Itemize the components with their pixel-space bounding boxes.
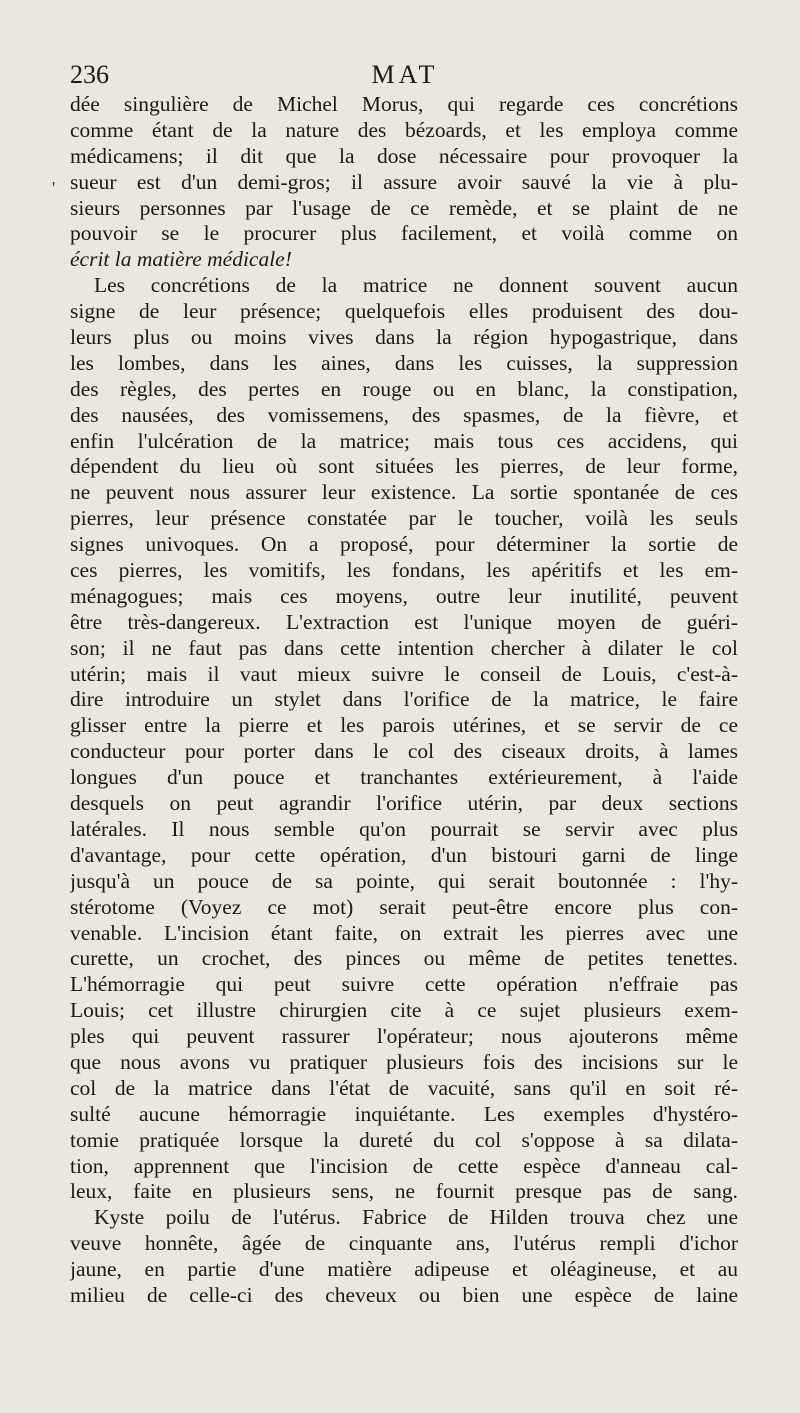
text-line: ne peuvent nous assurer leur existence. La sortie spontanée de ces xyxy=(70,480,738,505)
text-line: pouvoir se le procurer plus facilement, et voilà comme on xyxy=(70,221,738,246)
text-line: que nous avons vu pratiquer plusieurs fois des incisions sur le xyxy=(70,1049,738,1074)
text-line: ménagogues; mais ces moyens, outre leur inutilité, peuvent xyxy=(70,583,738,608)
text-line: leurs plus ou moins vives dans la région hypogastrique, dans xyxy=(70,325,738,350)
text-line: enfin l'ulcération de la matrice; mais tous ces accidens, qui xyxy=(70,428,738,453)
text-line: dée singulière de Michel Morus, qui regarde ces concrétions xyxy=(70,92,738,116)
text-line: longues d'un pouce et tranchantes extérieurement, à l'aide xyxy=(70,765,738,790)
text-line: dépendent du lieu où sont situées les pierres, de leur forme, xyxy=(70,454,738,479)
text-line: jusqu'à un pouce de sa pointe, qui serait boutonnée : l'hy- xyxy=(70,868,738,893)
paragraph-start-line: Les concrétions de la matrice ne donnent souvent aucun xyxy=(94,273,738,298)
text-line: stérotome (Voyez ce mot) serait peut-être encore plus con- xyxy=(70,894,738,919)
text-line: L'hémorragie qui peut suivre cette opération n'effraie pas xyxy=(70,972,738,997)
text-line: tion, apprennent que l'incision de cette espèce d'anneau cal- xyxy=(70,1153,738,1178)
text-line: son; il ne faut pas dans cette intention chercher à dilater le col xyxy=(70,635,738,660)
text-line: pierres, leur présence constatée par le toucher, voilà les seuls xyxy=(70,506,738,531)
text-line: leux, faite en plusieurs sens, ne fournit presque pas de sang. xyxy=(70,1179,738,1204)
text-line: signe de leur présence; quelquefois elles produisent des dou- xyxy=(70,299,738,324)
text-line: col de la matrice dans l'état de vacuité, sans qu'il en soit ré- xyxy=(70,1075,738,1100)
text-line: jaune, en partie d'une matière adipeuse et oléagineuse, et au xyxy=(70,1257,738,1282)
text-line: tomie pratiquée lorsque la dureté du col s'oppose à sa dilata- xyxy=(70,1127,738,1152)
text-line: conducteur pour porter dans le col des ciseaux droits, à lames xyxy=(70,739,738,764)
text-line: ples qui peuvent rassurer l'opérateur; nous ajouterons même xyxy=(70,1024,738,1049)
text-line: dire introduire un stylet dans l'orifice de la matrice, le faire xyxy=(70,687,738,712)
text-line: milieu de celle-ci des cheveux ou bien une espèce de laine xyxy=(70,1282,738,1307)
text-line: comme étant de la nature des bézoards, et les employa comme xyxy=(70,117,738,142)
text-line: veuve honnête, âgée de cinquante ans, l'utérus rempli d'ichor xyxy=(70,1231,738,1256)
paragraph-start-line: Kyste poilu de l'utérus. Fabrice de Hilden trouva chez une xyxy=(94,1205,738,1230)
text-line: les lombes, dans les aines, dans les cuisses, la suppression xyxy=(70,350,738,375)
text-line: curette, un crochet, des pinces ou même de petites tenettes. xyxy=(70,946,738,971)
text-line: être très-dangereux. L'extraction est l'unique moyen de guéri- xyxy=(70,609,738,634)
body-text xyxy=(70,92,738,1309)
section-heading: MAT xyxy=(371,60,439,89)
text-line: latérales. Il nous semble qu'on pourrait se servir avec plus xyxy=(70,816,738,841)
text-line: sueur est d'un demi-gros; il assure avoir sauvé la vie à plu- xyxy=(70,169,738,194)
text-line: glisser entre la pierre et les parois utérines, et se servir de ce xyxy=(70,713,738,738)
text-line: Louis; cet illustre chirurgien cite à ce sujet plusieurs exem- xyxy=(70,998,738,1023)
text-line: signes univoques. On a proposé, pour déterminer la sortie de xyxy=(70,532,738,557)
text-line: utérin; mais il vaut mieux suivre le conseil de Louis, c'est-à- xyxy=(70,661,738,686)
page-number: 236 xyxy=(70,60,109,89)
margin-mark: ' xyxy=(52,178,56,198)
text-line: desquels on peut agrandir l'orifice utérin, par deux sections xyxy=(70,791,738,816)
text-line: ces pierres, les vomitifs, les fondans, les apéritifs et les em- xyxy=(70,558,738,583)
text-line: d'avantage, pour cette opération, d'un bistouri garni de linge xyxy=(70,842,738,867)
text-line: sieurs personnes par l'usage de ce remède, et se plaint de ne xyxy=(70,195,738,220)
text-line: des règles, des pertes en rouge ou en blanc, la constipation, xyxy=(70,376,738,401)
text-line: sulté aucune hémorragie inquiétante. Les exemples d'hystéro- xyxy=(70,1101,738,1126)
text-line: venable. L'incision étant faite, on extrait les pierres avec une xyxy=(70,920,738,945)
text-line: médicamens; il dit que la dose nécessaire pour provoquer la xyxy=(70,143,738,168)
text-line: des nausées, des vomissemens, des spasmes, de la fièvre, et xyxy=(70,402,738,427)
text-line: écrit la matière médicale! xyxy=(70,247,292,272)
running-head xyxy=(70,60,740,92)
